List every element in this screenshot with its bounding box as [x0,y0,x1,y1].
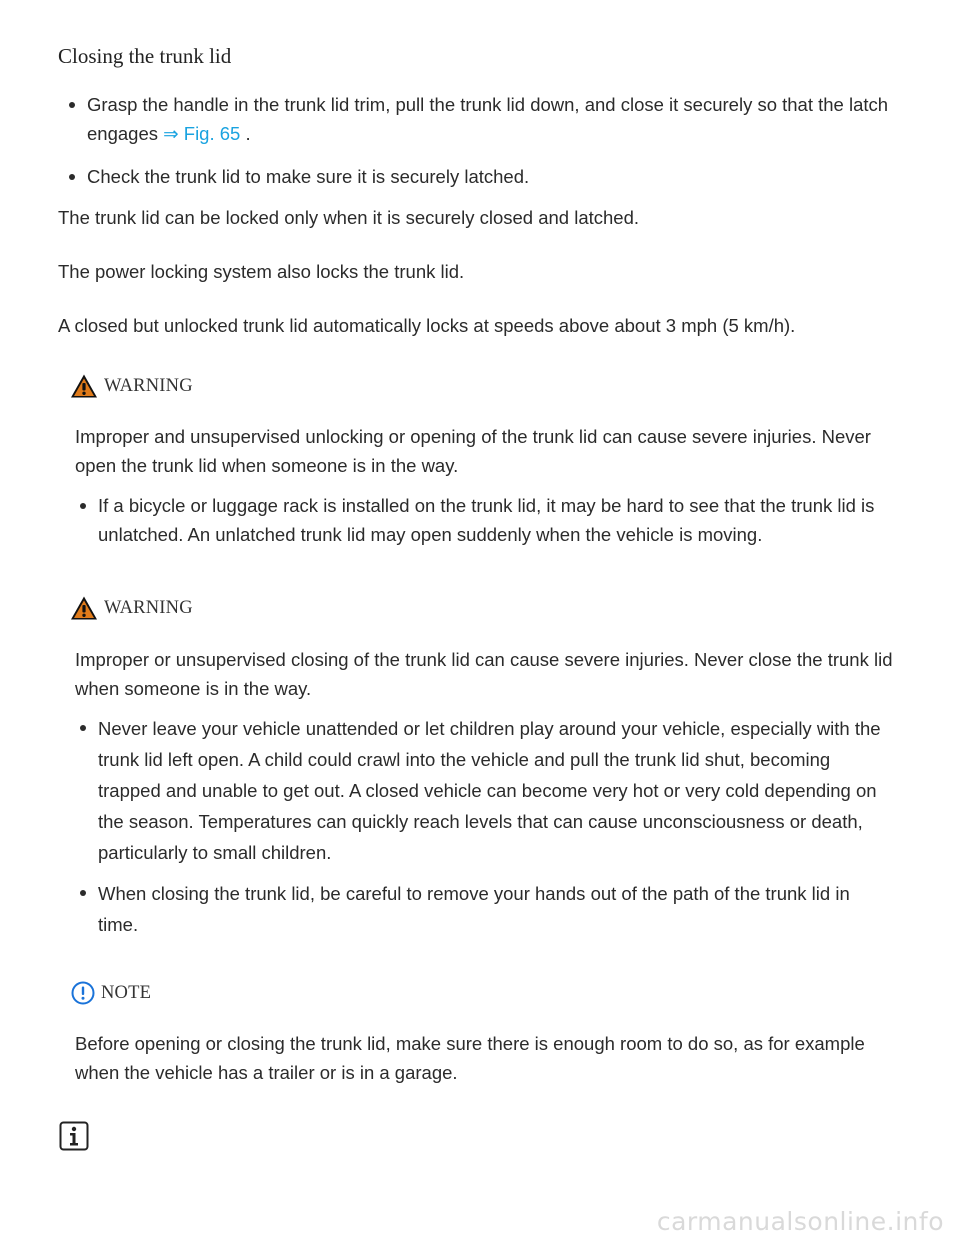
warning-triangle-icon [70,595,98,621]
warning-header [70,373,193,399]
warning-bullets [98,491,888,549]
step-text: Check the trunk lid to make sure it is securely latched. [87,166,530,187]
paragraph: The power locking system also locks the trunk lid. [58,261,465,282]
paragraph: A closed but unlocked trunk lid automatically locks at speeds above about 3 mph (5 km/h). [58,315,796,336]
step-item [87,162,917,191]
step-item [87,90,917,148]
paragraph: The trunk lid can be locked only when it is securely closed and latched. [58,207,640,228]
note-label: NOTE [101,982,152,1003]
warning-triangle-icon [70,373,98,399]
warning-text: Improper and unsupervised unlocking or opening of the trunk lid can cause severe injuries. Never open the trunk lid when someone is in the way. [75,426,871,476]
exclamation-circle-icon [71,981,95,1005]
warning-text: Improper or unsupervised closing of the trunk lid can cause severe injuries. Never close the trunk lid when someone is in the way. [75,649,893,699]
warning-bullet: Never leave your vehicle unattended or let children play around your vehicle, especially with the trunk lid left open. A child could crawl into the vehicle and pull the trunk lid shut, becoming trapped and unable to get out. A closed vehicle can become very hot or very cold depending on the season. Temperatures can quickly reach levels that can cause unconsciousness or death, particularly to small children. [98,713,888,868]
warning-bullet: When closing the trunk lid, be careful to remove your hands out of the path of the trunk lid in time. [98,878,888,940]
warning-bullet: If a bicycle or luggage rack is installed on the trunk lid, it may be hard to see that the trunk lid is unlatched. An unlatched trunk lid may open suddenly when the vehicle is moving. [98,491,888,549]
warning-header [70,595,193,621]
note-text: Before opening or closing the trunk lid, make sure there is enough room to do so, as for example when the vehicle has a trailer or is in a garage. [75,1033,865,1083]
figure-link[interactable]: ⇒ Fig. 65 [163,123,241,144]
step-suffix: . [245,123,251,144]
section-title: Closing the trunk lid [58,44,232,68]
steps-list [87,90,917,191]
step-text: Grasp the handle in the trunk lid trim, pull the trunk lid down, and close it securely so that the latch engages [87,94,889,144]
watermark: carmanualsonline.info [656,1207,944,1236]
info-icon [59,1121,89,1156]
warning-bullets [98,713,888,940]
note-header [71,981,151,1005]
warning-label: WARNING [104,597,193,618]
warning-label: WARNING [104,375,193,396]
